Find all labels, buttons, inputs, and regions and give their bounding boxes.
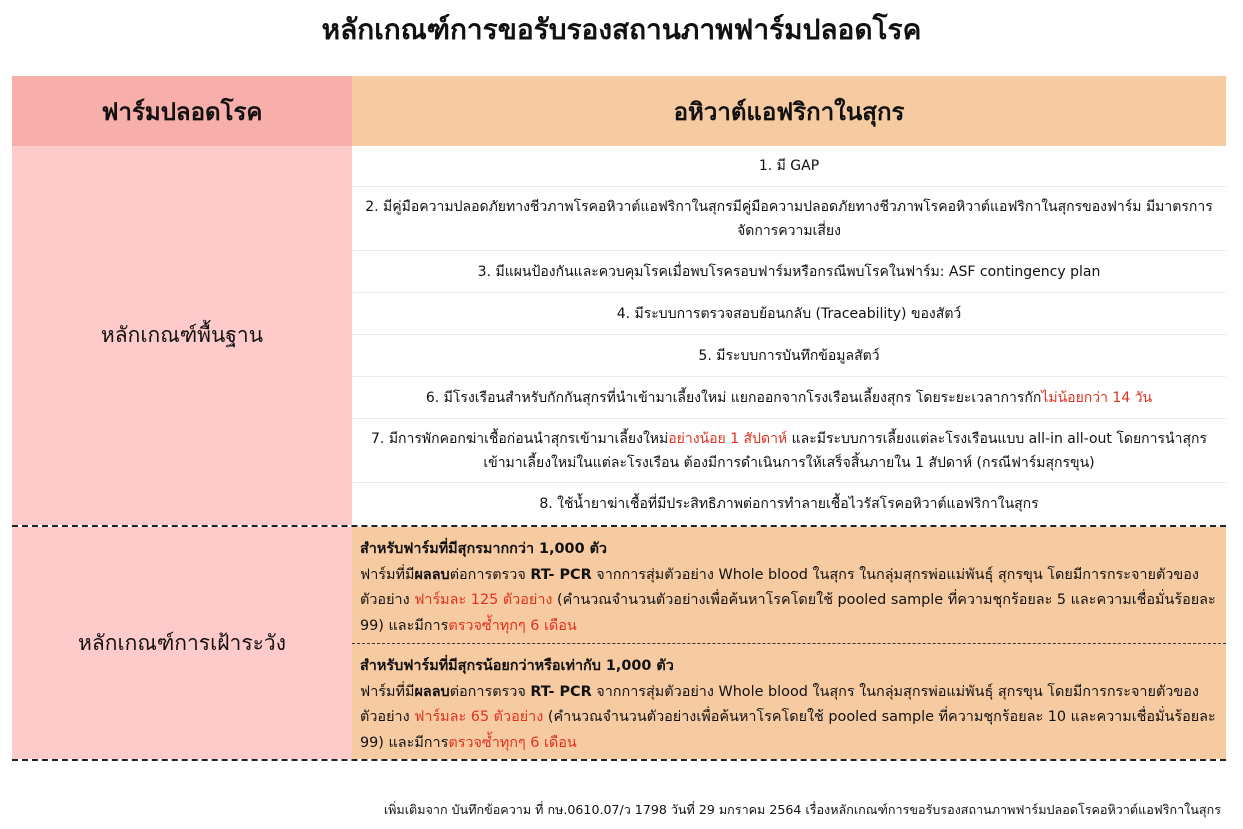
highlight-retest-interval: ตรวจซ้ำทุกๆ 6 เดือน — [448, 617, 577, 634]
surveillance-block-small-farm — [352, 643, 1226, 759]
criteria-item-8: 8. ใช้น้ำยาฆ่าเชื้อที่มีประสิทธิภาพต่อการทำลายเชื้อไวรัสโรคอหิวาต์แอฟริกาในสุกร — [539, 496, 1039, 512]
criteria-item-1: 1. มี GAP — [352, 146, 1226, 187]
table-header — [12, 76, 1226, 146]
basic-criteria-list — [352, 146, 1226, 525]
table-bottom-border — [12, 759, 1226, 761]
criteria-item-2: 2. มีคู่มือความปลอดภัยทางชีวภาพโรคอหิวาต์แอฟริกาในสุกรมีคู่มือความปลอดภัยทางชีวภาพโรคอหิวาต์แอฟริกาในสุกรของฟาร์ม มีมาตรการจัดการความเสี่ยง — [352, 187, 1226, 251]
highlight-sample-count: ฟาร์มละ 65 ตัวอย่าง — [414, 709, 544, 725]
criteria-item-4: 4. มีระบบการตรวจสอบย้อนกลับ (Traceability) ของสัตว์ — [352, 293, 1226, 335]
page-title: หลักเกณฑ์การขอรับรองสถานภาพฟาร์มปลอดโรค — [321, 13, 922, 46]
criteria-item-7: 7. มีการพักคอกฆ่าเชื้อก่อนนำสุกรเข้ามาเลี้ยงใหม่อย่างน้อย 1 สัปดาห์ และมีระบบการเลี้ยงแต่ละโรงเรือนแบบ all-in all-out โดยการนำสุกรเข้ามาเลี้ยงใหม่ในแต่ละโรงเรือน ต้องมีการดำเนินการให้เสร็จสิ้นภายใน 1 สัปดาห์ (กรณีฟาร์มสุกรขุน) — [352, 419, 1226, 483]
block-title: สำหรับฟาร์มที่มีสุกรน้อยกว่าหรือเท่ากับ 1,000 ตัว — [360, 658, 674, 674]
surveillance-blocks — [352, 527, 1226, 759]
surveillance-section — [12, 525, 1226, 759]
criteria-item-5: 5. มีระบบการบันทึกข้อมูลสัตว์ — [352, 335, 1226, 377]
basic-criteria-label: หลักเกณฑ์พื้นฐาน — [12, 146, 352, 525]
criteria-item-6: 6. มีโรงเรือนสำหรับกักกันสุกรที่นำเข้ามาเลี้ยงใหม่ แยกออกจากโรงเรือนเลี้ยงสุกร โดยระยะเวลาการกักไม่น้อยกว่า 14 วัน — [352, 377, 1226, 419]
surveillance-label: หลักเกณฑ์การเฝ้าระวัง — [12, 527, 352, 759]
header-asf: อหิวาต์แอฟริกาในสุกร — [352, 76, 1226, 146]
highlight-retest-interval: ตรวจซ้ำทุกๆ 6 เดือน — [448, 734, 577, 751]
highlight-rest-period: อย่างน้อย 1 สัปดาห์ — [668, 430, 788, 447]
highlight-sample-count: ฟาร์มละ 125 ตัวอย่าง — [414, 592, 553, 608]
surveillance-block-large-farm — [352, 527, 1226, 643]
highlight-quarantine-period: ไม่น้อยกว่า 14 วัน — [1041, 389, 1153, 406]
block-text: ฟาร์มที่มีผลลบต่อการตรวจ RT- PCR จากการสุ่มตัวอย่าง Whole blood ในสุกร ในกลุ่มสุกรพ่อแม่พันธุ์ สุกรขุน โดยมีการกระจายตัวของตัวอย่าง ฟาร์มละ 125 ตัวอย่าง (คำนวณจำนวนตัวอย่างเพื่อค้นหาโรคโดยใช้ pooled sample ที่ความชุกร้อยละ 5 และความเชื่อมั่นร้อยละ 99) และมีการตรวจซ้ำทุกๆ 6 เดือน — [360, 566, 1216, 634]
block-text: ฟาร์มที่มีผลลบต่อการตรวจ RT- PCR จากการสุ่มตัวอย่าง Whole blood ในสุกร ในกลุ่มสุกรพ่อแม่พันธุ์ สุกรขุน โดยมีการกระจายตัวของตัวอย่าง ฟาร์มละ 65 ตัวอย่าง (คำนวณจำนวนตัวอย่างเพื่อค้นหาโรคโดยใช้ pooled sample ที่ความชุกร้อยละ 10 และความเชื่อมั่นร้อยละ 99) และมีการตรวจซ้ำทุกๆ 6 เดือน — [360, 683, 1216, 751]
basic-criteria-section — [12, 146, 1226, 525]
footnote: เพิ่มเติมจาก บันทึกข้อความ ที่ กษ.0610.07/ว 1798 วันที่ 29 มกราคม 2564 เรื่องหลักเกณฑ์การขอรับรองสถานภาพฟาร์มปลอดโรคอหิวาต์แอฟริกาในสุกร — [383, 802, 1221, 817]
header-disease-free-farm: ฟาร์มปลอดโรค — [12, 76, 352, 146]
block-title: สำหรับฟาร์มที่มีสุกรมากกว่า 1,000 ตัว — [360, 541, 608, 557]
criteria-item-3: 3. มีแผนป้องกันและควบคุมโรคเมื่อพบโรครอบฟาร์มหรือกรณีพบโรคในฟาร์ม: ASF contingency plan — [352, 251, 1226, 293]
criteria-table — [12, 76, 1226, 761]
